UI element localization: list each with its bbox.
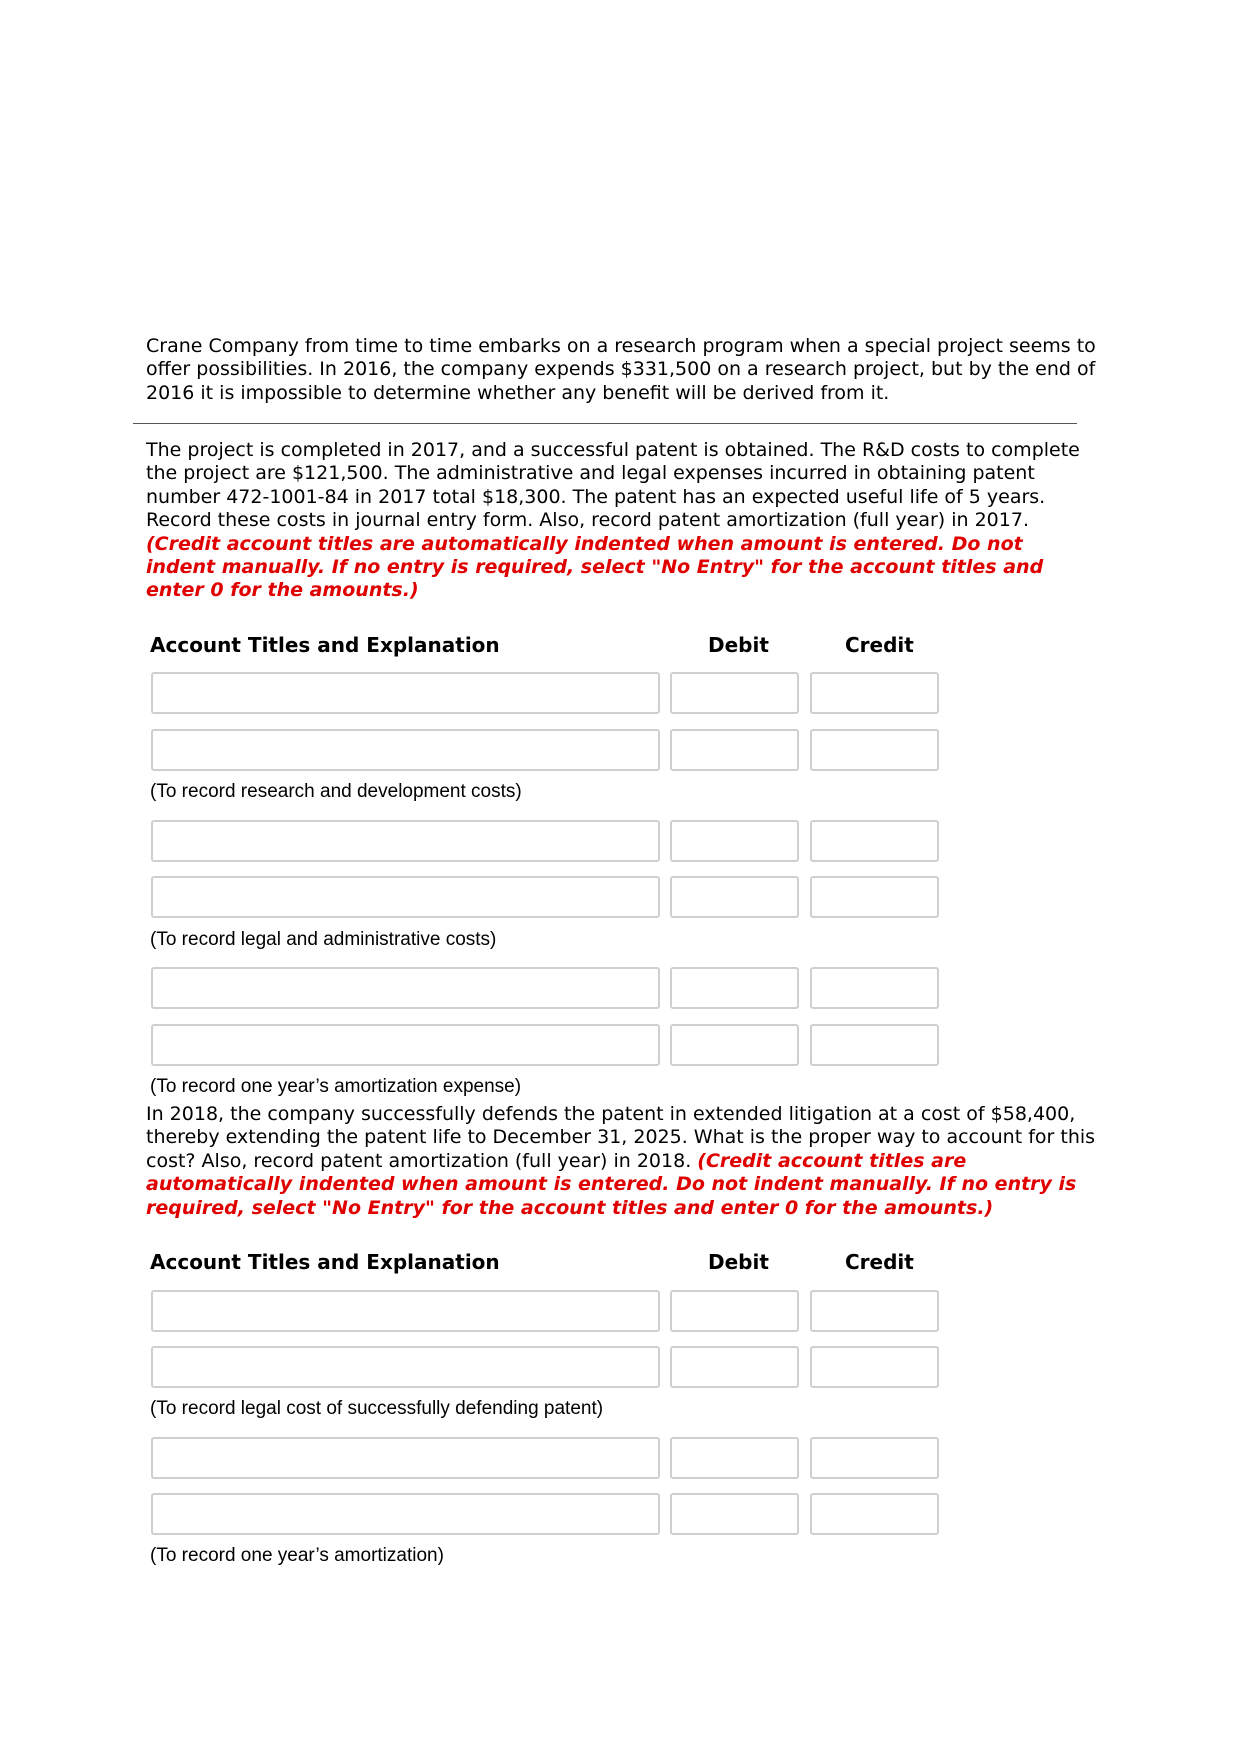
credit-amount-input[interactable] [810,967,939,1009]
section-divider [133,423,1077,424]
debit-amount-input[interactable] [670,967,799,1009]
credit-amount-input[interactable] [810,1346,939,1388]
part2-paragraph [146,1103,1096,1220]
credit-amount-input[interactable] [810,820,939,862]
intro-paragraph [146,335,1106,405]
debit-header: Debit [708,633,769,657]
debit-amount-input[interactable] [670,1493,799,1535]
credit-amount-input[interactable] [810,1493,939,1535]
account-title-input[interactable] [151,1024,660,1066]
account-titles-header: Account Titles and Explanation [150,1250,500,1274]
credit-amount-input[interactable] [810,1290,939,1332]
debit-header: Debit [708,1250,769,1274]
account-title-input[interactable] [151,1290,660,1332]
debit-amount-input[interactable] [670,1290,799,1332]
part1-paragraph [146,439,1091,603]
credit-amount-input[interactable] [810,1024,939,1066]
credit-amount-input[interactable] [810,1437,939,1479]
credit-amount-input[interactable] [810,729,939,771]
intro-text: Crane Company from time to time embarks on a research program when a special project seems to offer possibilities. In 2016, the company expends $331,500 on a research project, but by the end of 2016 it is impossible to determine whether any benefit will be derived from it. [146,335,1096,404]
debit-amount-input[interactable] [670,729,799,771]
debit-amount-input[interactable] [670,820,799,862]
credit-amount-input[interactable] [810,876,939,918]
entry-explanation-legal-defend: (To record legal cost of successfully defending patent) [150,1398,604,1419]
entry-explanation-amortization-2017: (To record one year’s amortization expense) [150,1076,522,1097]
debit-amount-input[interactable] [670,876,799,918]
account-title-input[interactable] [151,1437,660,1479]
account-title-input[interactable] [151,967,660,1009]
account-titles-header: Account Titles and Explanation [150,633,500,657]
entry-explanation-legal-admin: (To record legal and administrative costs) [150,929,497,950]
entry-explanation-amortization-2018: (To record one year’s amortization) [150,1545,444,1566]
account-title-input[interactable] [151,1346,660,1388]
debit-amount-input[interactable] [670,1024,799,1066]
credit-header: Credit [845,1250,914,1274]
account-title-input[interactable] [151,1493,660,1535]
part1-instruction: (Credit account titles are automatically indented when amount is entered. Do not indent manually. If no entry is required, select "No Entry" for the account titles and enter 0 for the amounts.) [146,532,1044,602]
credit-amount-input[interactable] [810,672,939,714]
debit-amount-input[interactable] [670,1437,799,1479]
account-title-input[interactable] [151,729,660,771]
debit-amount-input[interactable] [670,672,799,714]
part2-text: In 2018, the company successfully defends the patent in extended litigation at a cost of $58,400, thereby extending the patent life to December 31, 2025. What is the proper way to account for this cost? Also, record patent amortization (full year) in 2018. [146,1103,1096,1172]
entry-explanation-rd: (To record research and development costs) [150,781,522,802]
account-title-input[interactable] [151,876,660,918]
debit-amount-input[interactable] [670,1346,799,1388]
credit-header: Credit [845,633,914,657]
account-title-input[interactable] [151,672,660,714]
account-title-input[interactable] [151,820,660,862]
part1-text: The project is completed in 2017, and a successful patent is obtained. The R&D costs to complete the project are $121,500. The administrative and legal expenses incurred in obtaining patent number 472-1001-84 in 2017 total $18,300. The patent has an expected useful life of 5 years. Record these costs in journal entry form. Also, record patent amortization (full year) in 2017. [146,439,1080,532]
part2-instruction: (Credit account titles are automatically indented when amount is entered. Do not indent manually. If no entry is required, select "No Entry" for the account titles and enter 0 for the amounts.) [146,1149,1077,1219]
